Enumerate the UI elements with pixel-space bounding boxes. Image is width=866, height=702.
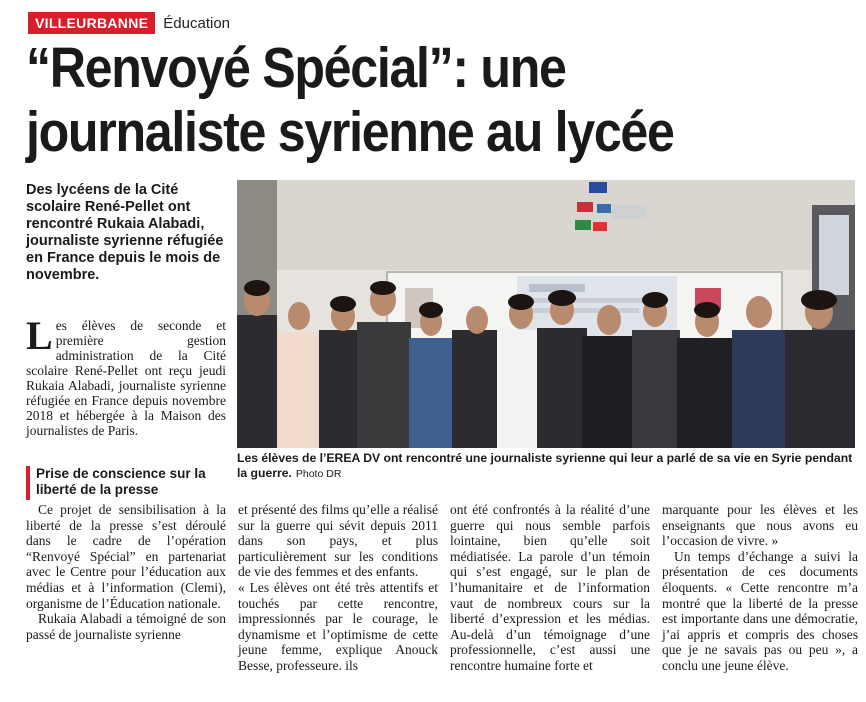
section-kicker [28, 12, 230, 34]
subheading-accent-bar [26, 466, 30, 500]
photo-caption [237, 451, 855, 482]
body-column-1 [26, 502, 226, 642]
drop-cap: L [26, 313, 53, 358]
col1-paragraph-2: Rukaia Alabadi a témoigné de son passé de journaliste syrienne [26, 611, 226, 642]
col4-paragraph-2: Un temps d’échange a suivi la présentation de ces documents éloquents. « Cette rencontre m’a montré que la liberté de la presse est importante dans une démocratie, j’ai appris et compris des choses que je ne savais pas ou peu », a conclu une jeune élève. [662, 548, 858, 673]
body-column-4 [662, 502, 858, 674]
body-column-2 [238, 502, 438, 674]
section-tag[interactable]: VILLEURBANNE [28, 12, 155, 34]
subheading: Prise de conscience sur la liberté de la presse [36, 466, 206, 497]
col4-paragraph-1: marquante pour les élèves et les enseignants que nous avons eu l’occasion de vivre. » [662, 502, 858, 549]
photo-credit: Photo DR [295, 468, 342, 480]
article-headline [26, 36, 765, 164]
intro-text: es élèves de seconde et première gestion administration de la Cité scolaire René-Pellet ont reçu jeudi Rukaia Alabadi, journaliste syrienne réfugiée en France depuis novembre 2018 et hébergée à la Maison des journalistes de Paris. [26, 318, 226, 438]
intro-paragraph [26, 313, 226, 438]
col2-paragraph-2: « Les élèves ont été très attentifs et touchés par cette rencontre, impressionnés par le courage, le dynamisme et l’optimisme de cette jeune femme, explique Anouck Besse, professeure. ils [238, 579, 438, 673]
caption-text: Les élèves de l’EREA DV ont rencontré une journaliste syrienne qui leur a parlé de sa vie en Syrie pendant la guerre. [237, 451, 853, 480]
col3-paragraph-1: ont été confrontés à la réalité d’une guerre qui nous semble parfois lointaine, bien qu’elle soit médiatisée. La parole d’un témoin qui s’est engagé, sur le plan de l’humanitaire et de l’information vaut de nombreux cours sur la liberté d’expression et les médias. Au-delà d’un témoignage d’une professionnelle, c’est aussi une rencontre humaine forte et [450, 502, 650, 673]
article-photo[interactable] [237, 180, 855, 448]
col1-paragraph-1: Ce projet de sensibilisation à la liberté de la presse s’est déroulé dans le cadre de l’opération “Renvoyé Spécial” en partenariat avec le Centre pour l’éducation aux médias et à l’information (Clemi), organisme de l’Éducation nationale. [26, 502, 226, 611]
classroom-photo-illustration [237, 180, 855, 448]
headline-line-1: “Renvoyé Spécial”: une [26, 36, 566, 100]
article-lede: Des lycéens de la Cité scolaire René-Pellet ont rencontré Rukaia Alabadi, journaliste syrienne réfugiée en France depuis le mois de novembre. [26, 182, 224, 283]
subheading-block [26, 466, 226, 500]
body-column-3 [450, 502, 650, 674]
headline-line-2: journaliste syrienne au lycée [26, 100, 674, 164]
rubric-label: Éducation [163, 14, 230, 32]
col2-paragraph-1: et présenté des films qu’elle a réalisé sur la guerre qui sévit depuis 2011 dans son pays, et plus particulièrement sur les conditions de vie des femmes et des enfants. [238, 502, 438, 580]
